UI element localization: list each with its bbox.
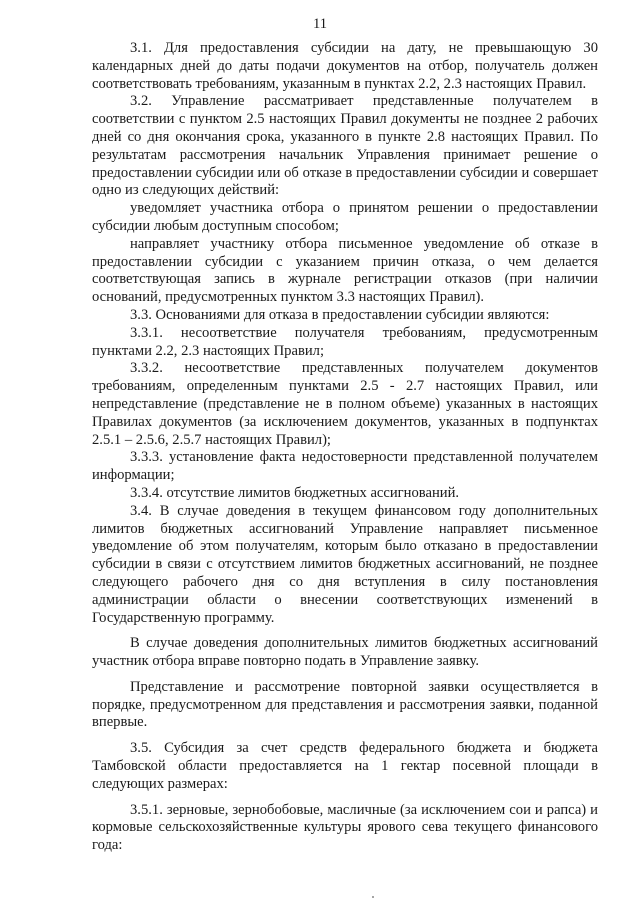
paragraph-3-2: 3.2. Управление рассматривает представленные получателем в соответствии с пунктом 2.5 настоящих Правил документы не позднее 2 рабочих дней со дня окончания срока, указанного в пункте 2.8 настоящих Правил. По результатам рассмотрения начальник Управления принимает решение о предоставлении субсидии или об отказе в предоставлении субсидии и совершает одно из следующих действий: — [92, 93, 598, 199]
document-body — [92, 40, 598, 855]
paragraph-3-1: 3.1. Для предоставления субсидии на дату, не превышающую 30 календарных дней до даты подачи документов на отбор, получатель должен соответствовать требованиям, указанным в пунктах 2.2, 2.3 настоящих Правил. — [92, 40, 598, 92]
paragraph-3-3-4: 3.3.4. отсутствие лимитов бюджетных ассигнований. — [130, 484, 460, 501]
page-number: 11 — [312, 16, 328, 32]
paragraph-refusal-notice: направляет участнику отбора письменное уведомление об отказе в предоставлении субсидии с указанием причин отказа, о чем делается соответствующая запись в журнале регистрации отказов (при наличии оснований, предусмотренных пунктом 3.3 настоящих Правил). — [92, 235, 598, 306]
paragraph-3-5: 3.5. Субсидия за счет средств федерального бюджета и бюджета Тамбовской области предоставляется на 1 гектар посевной площади в следующих размерах: — [92, 740, 598, 792]
paragraph-3-3: 3.3. Основаниями для отказа в предоставлении субсидии являются: — [130, 306, 550, 323]
scan-mark — [372, 896, 374, 898]
paragraph-3-4: 3.4. В случае доведения в текущем финансовом году дополнительных лимитов бюджетных ассигнований Управление направляет письменное уведомление об этом получателям, которым было отказано в предоставлении субсидии в связи с отсутствием лимитов бюджетных ассигнований, не позднее следующего рабочего дня со дня вступления в силу постановления администрации области о внесении соответствующих изменений в Государственную программу. — [92, 502, 598, 626]
paragraph-3-3-3: 3.3.3. установление факта недостоверности представленной получателем информации; — [92, 449, 598, 484]
paragraph-3-5-1: 3.5.1. зерновые, зернобобовые, масличные (за исключением сои и рапса) и кормовые сельскохозяйственные культуры ярового сева текущего финансового года: — [92, 801, 598, 854]
paragraph-repeat-application: Представление и рассмотрение повторной заявки осуществляется в порядке, предусмотренном для представления и рассмотрения заявки, поданной впервые. — [92, 678, 598, 731]
paragraph-additional-limits: В случае доведения дополнительных лимитов бюджетных ассигнований участник отбора вправе повторно подать в Управление заявку. — [92, 635, 598, 670]
paragraph-3-3-2: 3.3.2. несоответствие представленных получателем документов требованиям, определенным пунктами 2.5 - 2.7 настоящих Правил, или непредставление (представление не в полном объеме) указанных в настоящих Правилах документов (за исключением документов, указанных в подпунктах 2.5.1 – 2.5.6, 2.5.7 настоящих Правил); — [92, 360, 598, 448]
paragraph-notify-decision: уведомляет участника отбора о принятом решении о предоставлении субсидии любым доступным способом; — [92, 200, 598, 234]
paragraph-3-3-1: 3.3.1. несоответствие получателя требованиям, предусмотренным пунктами 2.2, 2.3 настоящих Правил; — [92, 324, 598, 359]
